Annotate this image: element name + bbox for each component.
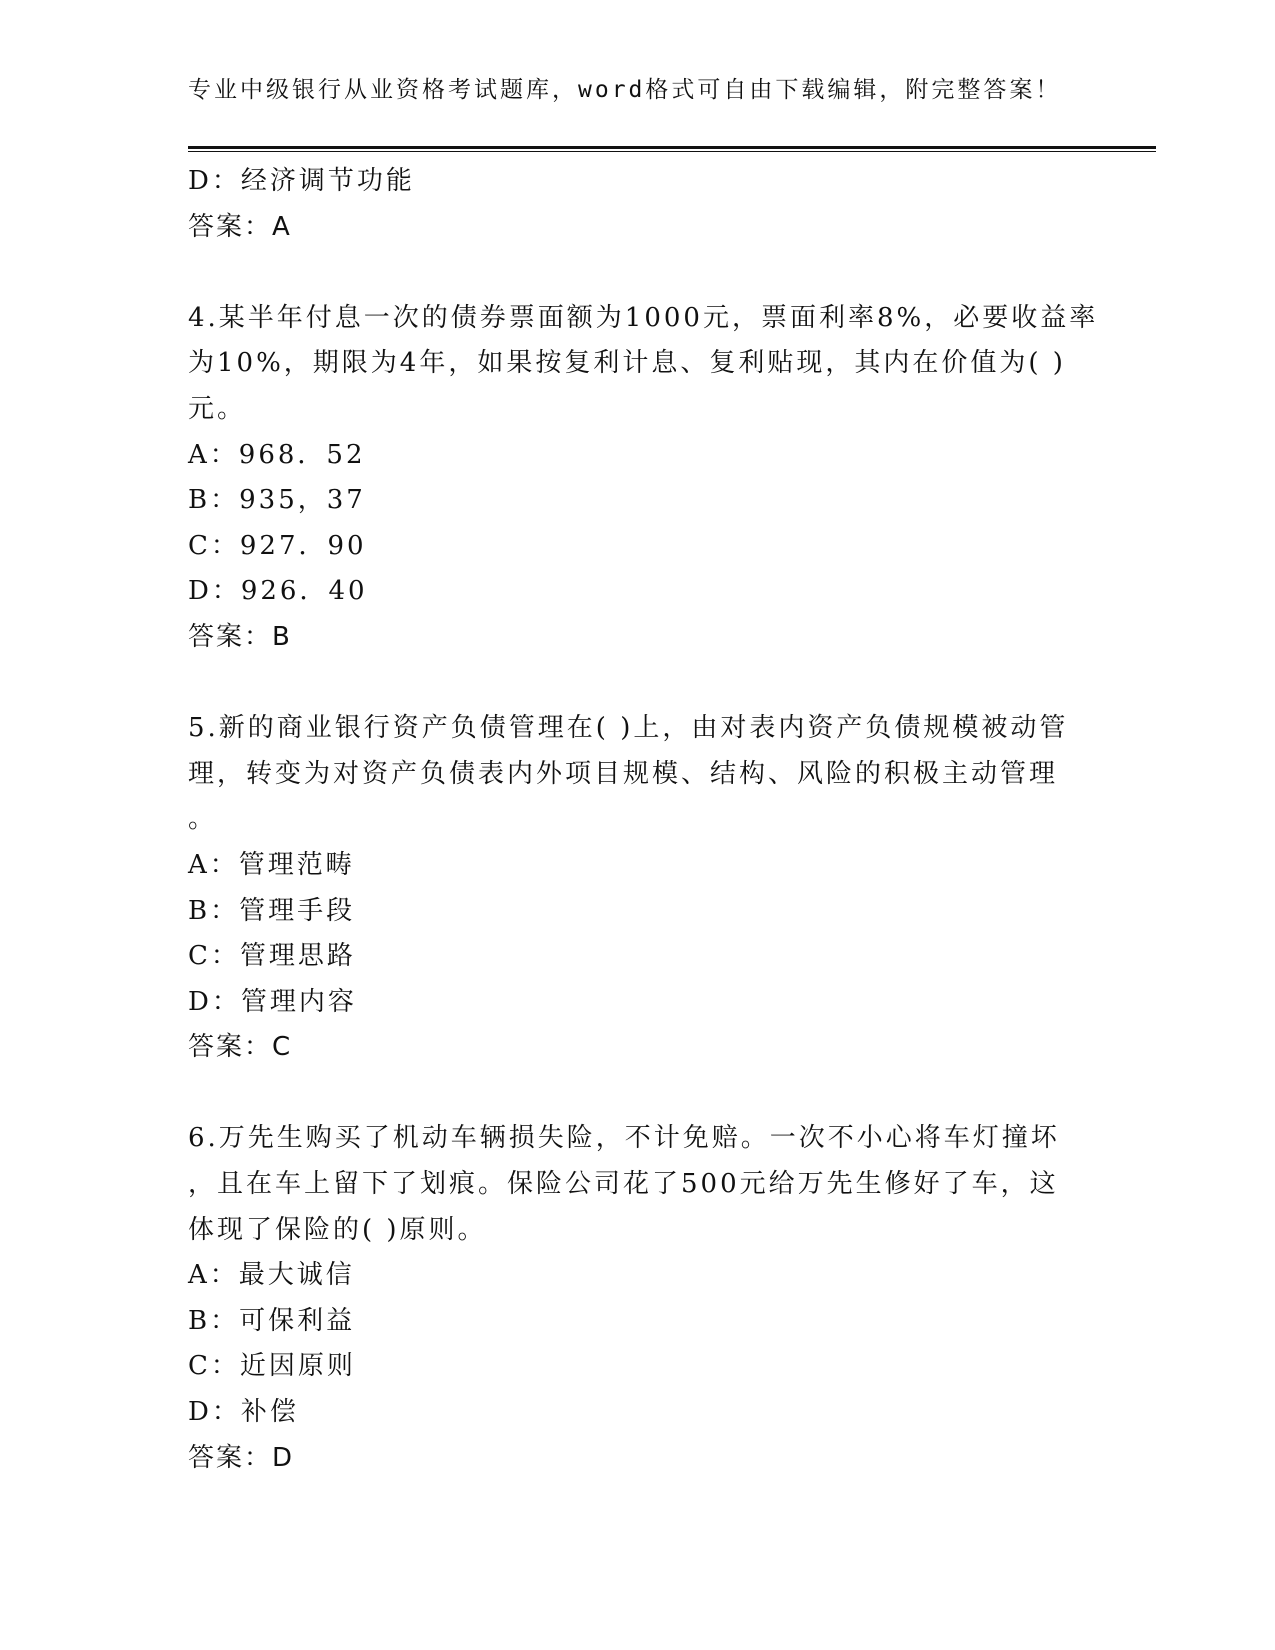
spacer [188, 250, 1088, 296]
question-stem-line: 理，转变为对资产负债表内外项目规模、结构、风险的积极主动管理 [188, 758, 1059, 789]
question-stem-line: 6.万先生购买了机动车辆损失险，不计免赔。一次不小心将车灯撞坏 [188, 1123, 1060, 1154]
answer-line: 答案：A [188, 211, 292, 242]
option-d: D：经济调节功能 [188, 166, 415, 196]
spacer [188, 1071, 1088, 1117]
option-b: B：可保利益 [188, 1305, 356, 1336]
spacer [188, 661, 1088, 707]
question-content [188, 159, 1099, 1481]
header-divider-thin [188, 151, 1156, 152]
question-stem-line: 体现了保险的( )原则。 [188, 1214, 487, 1245]
page-header: 专业中级银行从业资格考试题库，word格式可自由下载编辑，附完整答案！ [188, 77, 1062, 103]
option-c: C：管理思路 [188, 941, 356, 972]
option-b: B：935，37 [188, 485, 366, 516]
question-stem-line: 4.某半年付息一次的债券票面额为1000元，票面利率8%，必要收益率 [188, 302, 1099, 333]
answer-line: 答案：C [188, 1032, 293, 1063]
answer-line: 答案：D [188, 1442, 295, 1473]
option-a: A：最大诚信 [188, 1260, 355, 1291]
option-b: B：管理手段 [188, 895, 356, 926]
option-c: C：927．90 [188, 530, 367, 561]
question-stem-line: ，且在车上留下了划痕。保险公司花了500元给万先生修好了车，这 [188, 1169, 1059, 1200]
question-stem-line: 为10%，期限为4年，如果按复利计息、复利贴现，其内在价值为( ) [188, 348, 1066, 379]
header-divider [188, 146, 1156, 149]
question-6 [188, 1116, 1088, 1481]
question-stem-line: 5.新的商业银行资产负债管理在( )上，由对表内资产负债规模被动管 [188, 713, 1069, 744]
question-5 [188, 706, 1088, 1071]
question-4 [188, 296, 1099, 661]
answer-line: 答案：B [188, 621, 292, 652]
option-d: D：补偿 [188, 1397, 299, 1428]
option-d: D：管理内容 [188, 986, 357, 1017]
question-stem-line: 元。 [188, 393, 247, 424]
option-a: A：管理范畴 [188, 849, 355, 880]
question-stem-line: 。 [188, 804, 218, 835]
option-c: C：近因原则 [188, 1351, 356, 1382]
option-a: A：968．52 [188, 439, 366, 470]
option-d: D：926．40 [188, 576, 368, 607]
